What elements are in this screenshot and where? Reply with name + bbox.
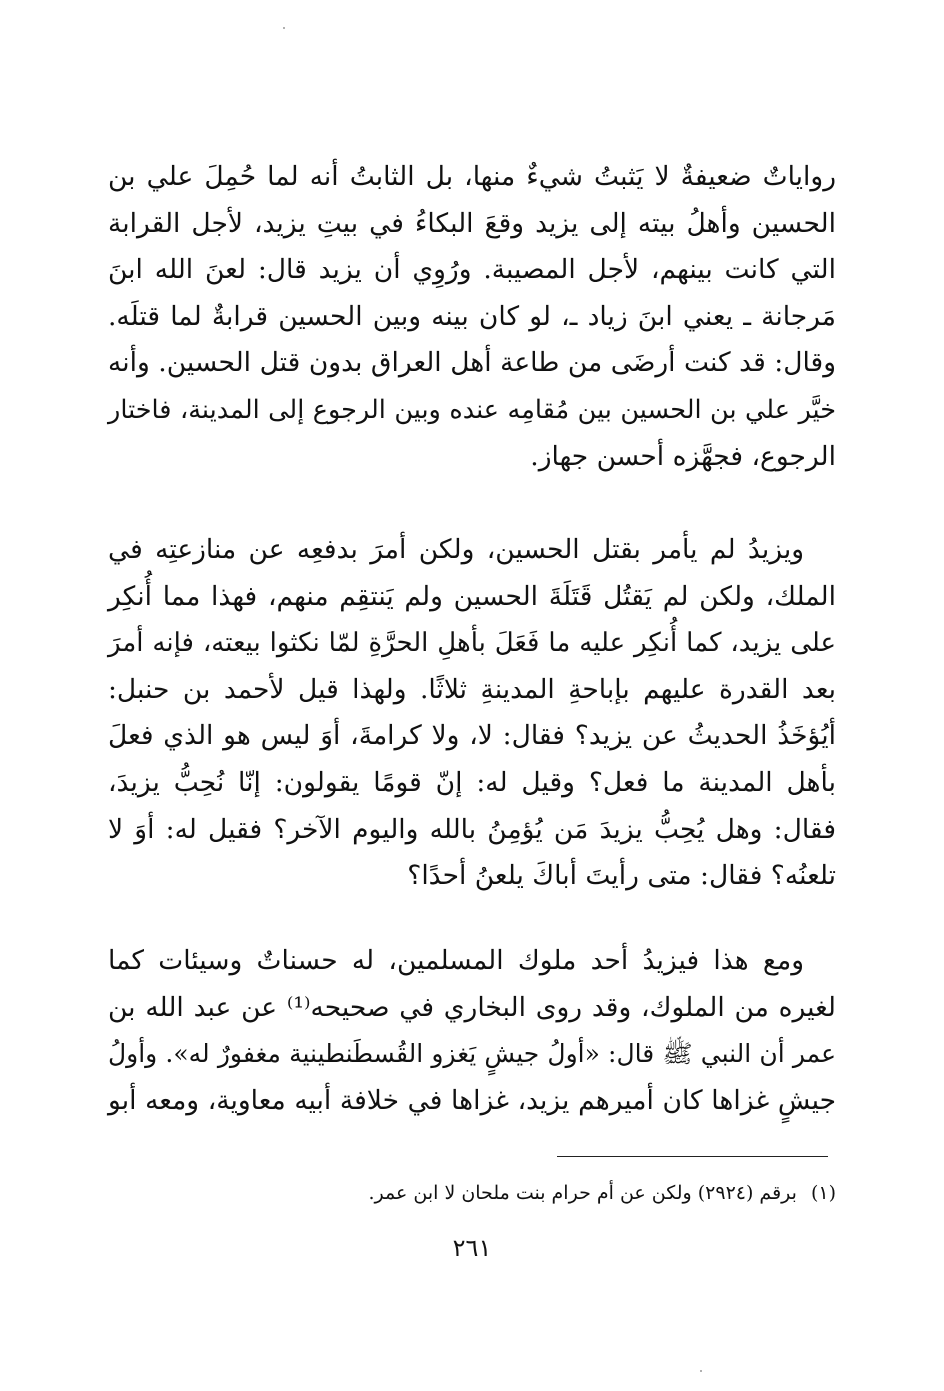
- text-line: التي كانت بينهم، لأجل المصيبة. ورُوِي أن يزيد قال: لعنَ الله ابنَ: [108, 254, 836, 286]
- text-line: فقال: وهل يُحِبُّ يزيدَ مَن يُؤمِنُ بالله واليوم الآخر؟ فقيل له: أوَ لا: [108, 813, 836, 845]
- text-line: الرجوع، فجهَّزه أحسن جهاز.: [530, 440, 836, 472]
- text-line: أيُؤخَذُ الحديثُ عن يزيد؟ فقال: لا، ولا كرامةَ، أوَ ليس هو الذي فعلَ: [108, 720, 836, 752]
- text-line: الملك، ولكن لم يَقتُل قَتَلَةَ الحسين ولم يَنتقِم منهم، فهذا مما أُنكِر: [108, 580, 836, 612]
- paragraph-1: [108, 154, 836, 480]
- text-line: على يزيد، كما أُنكِر عليه ما فَعَلَ بأهلِ الحرَّةِ لمّا نكثوا بيعته، فإنه أمرَ: [108, 628, 836, 659]
- text-line: ويزيدُ لم يأمر بقتل الحسين، ولكن أمرَ بدفعِه عن منازعتِه في: [108, 534, 804, 565]
- page-number: ٢٦١: [452, 1234, 492, 1262]
- text-line: خيَّر علي بن الحسين بين مُقامِه عنده وبين الرجوع إلى المدينة، فاختار: [108, 394, 836, 425]
- text-line: تلعنُه؟ فقال: متى رأيتَ أباكَ يلعنُ أحدًا؟: [407, 860, 836, 892]
- paragraph-3: [108, 938, 836, 1124]
- scan-speck: [283, 27, 285, 29]
- text-line: ومع هذا فيزيدُ أحد ملوك المسلمين، له حسناتٌ وسيئات كما: [108, 945, 804, 976]
- text-line: لغيره من الملوك، وقد روى البخاري في صحيحه⁽¹⁾ عن عبد الله بن: [108, 991, 837, 1023]
- footnote-marker: (١): [810, 1182, 836, 1204]
- text-line: بعد القدرة عليهم بإباحةِ المدينةِ ثلاثًا. ولهذا قيل لأحمد بن حنبل:: [108, 673, 836, 705]
- text-line: الحسين وأهلُ بيته إلى يزيد وقعَ البكاءُ في بيتِ يزيد، لأجل القرابة: [108, 207, 836, 239]
- text-line: جيشٍ غزاها كان أميرهم يزيد، غزاها في خلافة أبيه معاوية، ومعه أبو: [108, 1084, 836, 1116]
- footnote-separator: [557, 1156, 828, 1157]
- text-line: رواياتٌ ضعيفةٌ لا يَثبتُ شيءٌ منها، بل الثابتُ أنه لما حُمِلَ علي بن: [108, 161, 836, 192]
- paragraph-2: [108, 527, 836, 900]
- text-line: عمر أن النبي ﷺ قال: «أولُ جيشٍ يَغزو القُسطَنطينية مغفورٌ له». وأولُ: [108, 1039, 836, 1069]
- text-line: بأهل المدينة ما فعل؟ وقيل له: إنّ قومًا يقولون: إنّا نُحِبُّ يزيدَ،: [108, 766, 836, 798]
- scan-speck: [700, 1370, 702, 1372]
- text-line: مَرجانة ـ يعني ابنَ زياد ـ، لو كان بينه وبين الحسين قرابةٌ لما قتلَه.: [108, 300, 836, 332]
- footnote: [108, 1178, 836, 1208]
- footnote-text: برقم (٢٩٢٤) ولكن عن أم حرام بنت ملحان لا ابن عمر.: [368, 1182, 797, 1204]
- text-line: وقال: قد كنت أرضَى من طاعة أهل العراق بدون قتل الحسين. وأنه: [108, 347, 836, 379]
